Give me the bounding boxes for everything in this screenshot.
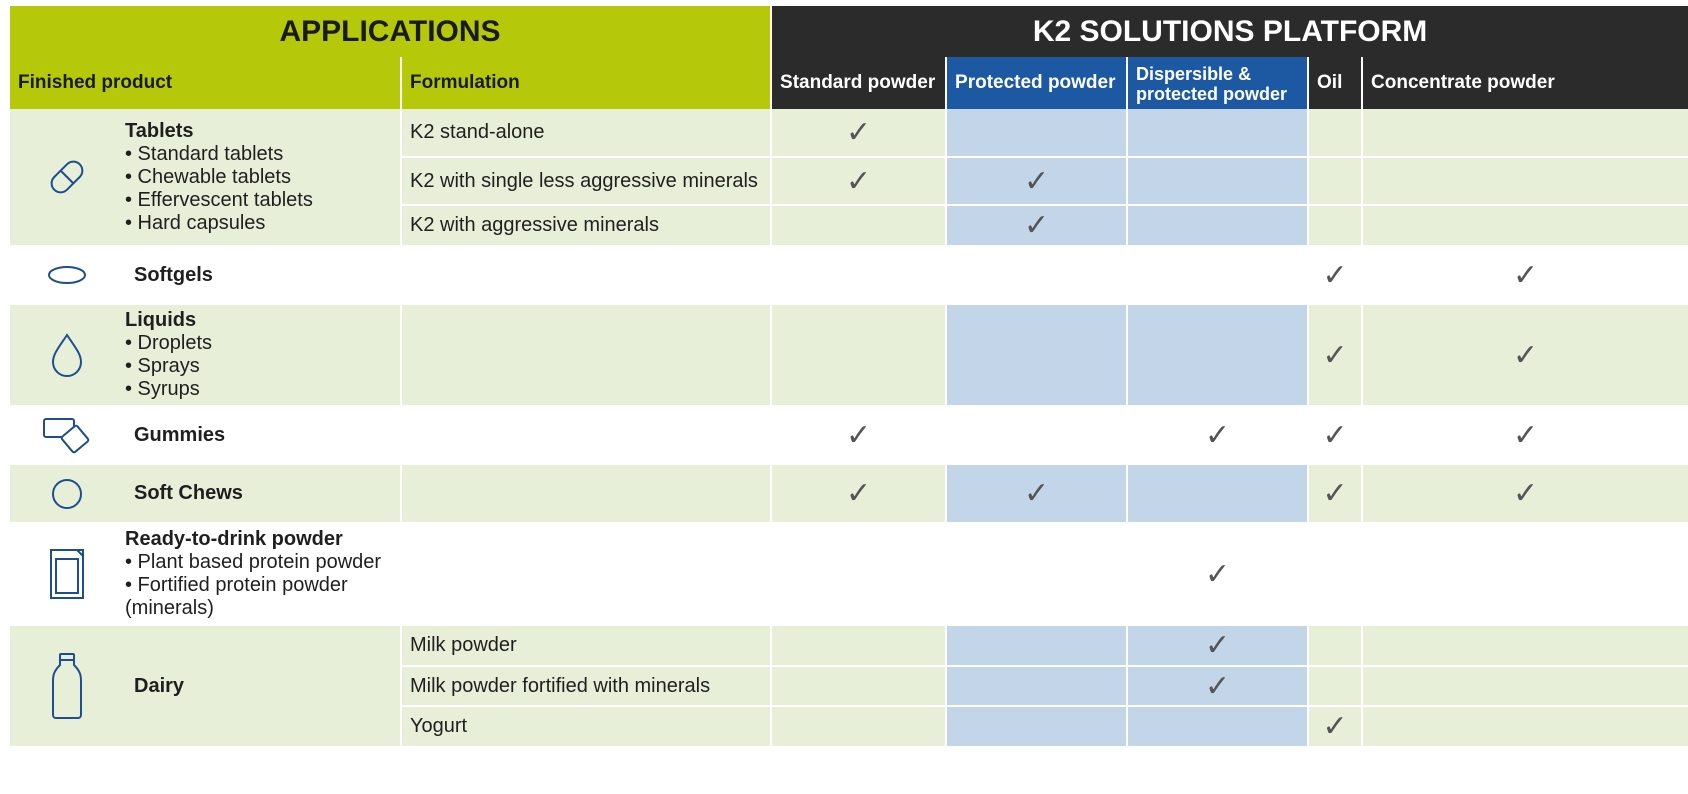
formulation-cell: Milk powder fortified with minerals (401, 666, 771, 706)
gummies-icon-cell (10, 405, 123, 465)
table-row-soft-chews (10, 465, 1688, 522)
formulation-cell (401, 245, 771, 305)
table-row-tablets-1 (10, 109, 1688, 157)
list-item: • Chewable tablets (125, 165, 291, 188)
table-row-gummies (10, 405, 1688, 465)
check-mark: ✓ (1362, 405, 1688, 465)
empty-cell (1362, 205, 1688, 245)
empty-cell (1308, 157, 1362, 205)
check-mark: ✓ (771, 405, 946, 465)
empty-cell (946, 522, 1127, 626)
check-mark: ✓ (1308, 706, 1362, 746)
empty-cell (771, 706, 946, 746)
table-row-softgels (10, 245, 1688, 305)
empty-cell (771, 205, 946, 245)
gummies-icon (41, 415, 93, 455)
empty-cell (771, 305, 946, 405)
empty-cell (1127, 109, 1308, 157)
tablet-capsule-icon-cell (10, 109, 123, 245)
softgels-product-cell: Softgels (123, 245, 401, 305)
check-mark: ✓ (1308, 405, 1362, 465)
tablets-product-cell (123, 109, 401, 245)
empty-cell (1362, 109, 1688, 157)
list-item: • Droplets (125, 332, 213, 354)
list-item: (minerals) (125, 597, 214, 619)
k2-applications-table (10, 6, 1688, 746)
empty-cell (1362, 706, 1688, 746)
check-mark: ✓ (771, 109, 946, 157)
check-mark: ✓ (1308, 245, 1362, 305)
dispersible-header-line1: Dispersible & (1136, 64, 1252, 84)
table-row-liquids (10, 305, 1688, 405)
capsule-icon (45, 154, 89, 200)
empty-cell (771, 522, 946, 626)
formulation-cell: K2 stand-alone (401, 109, 771, 157)
formulation-cell (401, 405, 771, 465)
empty-cell (771, 245, 946, 305)
table-row-ready-to-drink (10, 522, 1688, 626)
table-row-dairy-1 (10, 626, 1688, 666)
list-item: • Syrups (125, 378, 200, 400)
empty-cell (1308, 205, 1362, 245)
dairy-icon-cell (10, 626, 123, 746)
rtd-icon-cell (10, 522, 123, 626)
soft-chews-product-cell: Soft Chews (123, 465, 401, 522)
empty-cell (946, 245, 1127, 305)
list-item: • Fortified protein powder (125, 574, 348, 596)
check-mark: ✓ (1362, 245, 1688, 305)
empty-cell (1308, 522, 1362, 626)
empty-cell (946, 109, 1127, 157)
empty-cell (1308, 666, 1362, 706)
powder-sachet-icon (47, 547, 87, 601)
empty-cell (946, 666, 1127, 706)
empty-cell (1308, 109, 1362, 157)
empty-cell (1127, 157, 1308, 205)
check-mark: ✓ (771, 157, 946, 205)
check-mark: ✓ (946, 465, 1127, 522)
empty-cell (946, 305, 1127, 405)
formulation-cell (401, 465, 771, 522)
top-header-row (10, 6, 1688, 57)
empty-cell (1127, 706, 1308, 746)
formulation-cell: Yogurt (401, 706, 771, 746)
formulation-header: Formulation (401, 57, 771, 109)
formulation-cell: K2 with aggressive minerals (401, 205, 771, 245)
sub-header-row (10, 57, 1688, 109)
softgel-icon-cell (10, 245, 123, 305)
check-mark: ✓ (1308, 305, 1362, 405)
empty-cell (1362, 157, 1688, 205)
check-mark: ✓ (1127, 405, 1308, 465)
product-title: Ready-to-drink powder (125, 528, 343, 550)
empty-cell (1362, 522, 1688, 626)
check-mark: ✓ (1362, 305, 1688, 405)
droplet-icon (49, 332, 85, 378)
list-item: • Sprays (125, 355, 200, 377)
empty-cell (946, 405, 1127, 465)
empty-cell (946, 706, 1127, 746)
formulation-cell (401, 305, 771, 405)
liquid-icon-cell (10, 305, 123, 405)
rtd-product-cell (123, 522, 771, 626)
protected-powder-header: Protected powder (946, 57, 1127, 109)
empty-cell (771, 666, 946, 706)
product-title: Liquids (125, 309, 197, 331)
empty-cell (771, 626, 946, 666)
check-mark: ✓ (1127, 626, 1308, 666)
finished-product-header: Finished product (10, 57, 401, 109)
check-mark: ✓ (1362, 465, 1688, 522)
standard-powder-header: Standard powder (771, 57, 946, 109)
empty-cell (1127, 305, 1308, 405)
softgel-icon (46, 263, 88, 287)
product-title: Tablets (125, 119, 194, 142)
empty-cell (1127, 465, 1308, 522)
empty-cell (1127, 245, 1308, 305)
soft-chew-icon (49, 476, 85, 512)
dairy-product-cell: Dairy (123, 626, 401, 746)
list-item: • Standard tablets (125, 142, 284, 165)
check-mark: ✓ (771, 465, 946, 522)
check-mark: ✓ (946, 157, 1127, 205)
liquids-product-cell (123, 305, 401, 405)
check-mark: ✓ (1308, 465, 1362, 522)
dispersible-protected-powder-header (1127, 57, 1308, 109)
concentrate-powder-header: Concentrate powder (1362, 57, 1688, 109)
applications-header: APPLICATIONS (10, 6, 771, 57)
oil-header: Oil (1308, 57, 1362, 109)
empty-cell (1308, 626, 1362, 666)
soft-chews-icon-cell (10, 465, 123, 522)
list-item: • Hard capsules (125, 211, 266, 234)
formulation-cell: K2 with single less aggressive minerals (401, 157, 771, 205)
empty-cell (1362, 626, 1688, 666)
check-mark: ✓ (946, 205, 1127, 245)
list-item: • Effervescent tablets (125, 188, 313, 211)
k2-applications-table-wrapper (10, 6, 1688, 746)
list-item: • Plant based protein powder (125, 551, 382, 573)
empty-cell (1362, 666, 1688, 706)
gummies-product-cell: Gummies (123, 405, 401, 465)
dispersible-header-line2: protected powder (1136, 84, 1288, 104)
empty-cell (1127, 205, 1308, 245)
milk-bottle-icon (50, 651, 84, 721)
check-mark: ✓ (1127, 666, 1308, 706)
empty-cell (946, 626, 1127, 666)
check-mark: ✓ (1127, 522, 1308, 626)
platform-header: K2 SOLUTIONS PLATFORM (771, 6, 1688, 57)
formulation-cell: Milk powder (401, 626, 771, 666)
